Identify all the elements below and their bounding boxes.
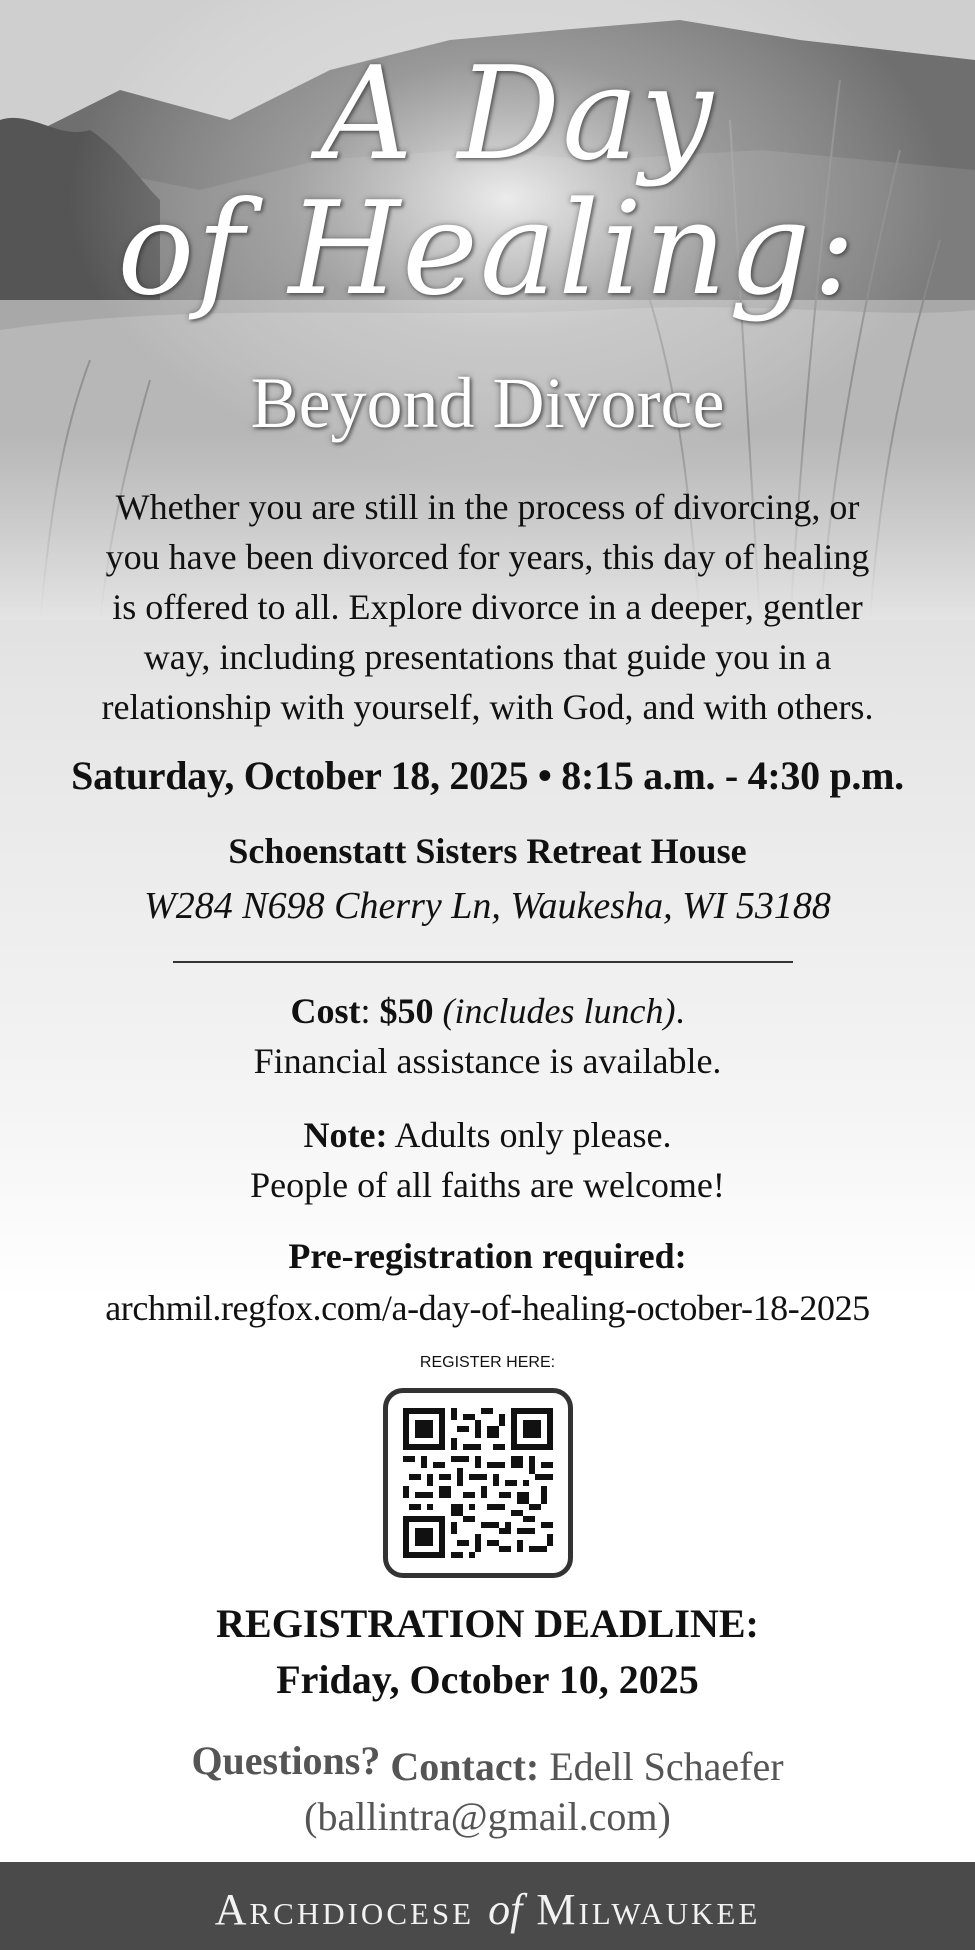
- footer-bar: [0, 1862, 975, 1950]
- footer-of: of: [488, 1885, 523, 1934]
- qr-code-frame[interactable]: [383, 1388, 573, 1578]
- venue-name: Schoenstatt Sisters Retreat House: [228, 831, 747, 871]
- registration-url[interactable]: archmil.regfox.com/a-day-of-healing-october-18-2025: [105, 1288, 870, 1328]
- cost-label: Cost: [290, 991, 361, 1031]
- footer-part-1: Archdiocese: [214, 1885, 489, 1934]
- cost-amount: $50: [379, 991, 434, 1031]
- note-line: [0, 1110, 975, 1160]
- note-text: Adults only please.: [387, 1115, 672, 1155]
- contact-block: [0, 1738, 975, 1842]
- intro-line: is offered to all. Explore divorce in a deeper, gentler: [112, 587, 863, 627]
- deadline-block: [0, 1596, 975, 1708]
- contact-name: Edell Schaefer: [539, 1744, 784, 1789]
- faiths-welcome: People of all faiths are welcome!: [250, 1165, 725, 1205]
- intro-line: you have been divorced for years, this day of healing: [105, 537, 870, 577]
- intro-line: relationship with yourself, with God, and with others.: [101, 687, 874, 727]
- deadline-label: REGISTRATION DEADLINE:: [216, 1601, 759, 1646]
- qr-code-icon[interactable]: [403, 1408, 553, 1558]
- contact-email[interactable]: (ballintra@gmail.com): [304, 1794, 671, 1839]
- venue-address: W284 N698 Cherry Ln, Waukesha, WI 53188: [144, 885, 831, 927]
- cost-period: .: [675, 991, 685, 1031]
- contact-label: Contact:: [390, 1744, 540, 1789]
- deadline-date: Friday, October 10, 2025: [276, 1657, 699, 1702]
- cost-block: [0, 986, 975, 1086]
- contact-line: [0, 1738, 975, 1792]
- cost-colon: :: [360, 991, 380, 1031]
- cost-line: [0, 986, 975, 1036]
- note-block: [0, 1110, 975, 1210]
- title-line-1: A Day: [320, 40, 715, 189]
- subtitle: Beyond Divorce: [250, 363, 725, 443]
- questions-label: Questions?: [191, 1738, 381, 1783]
- footer-part-2: Milwaukee: [522, 1885, 761, 1934]
- prereg-block: [0, 1230, 975, 1334]
- divider: [173, 961, 793, 963]
- register-here-label: REGISTER HERE:: [419, 1354, 556, 1371]
- event-date-time: Saturday, October 18, 2025 • 8:15 a.m. - 4:30 p.m.: [71, 753, 904, 798]
- intro-paragraph: [30, 482, 945, 732]
- title-line-2: of Healing:: [117, 175, 858, 324]
- footer-org-name: [0, 1884, 975, 1935]
- intro-line: way, including presentations that guide you in a: [143, 637, 832, 677]
- cost-note: (includes lunch): [442, 991, 676, 1031]
- intro-line: Whether you are still in the process of divorcing, or: [115, 487, 860, 527]
- prereg-label: Pre-registration required:: [288, 1236, 687, 1276]
- note-label: Note:: [303, 1115, 388, 1155]
- financial-assistance: Financial assistance is available.: [253, 1041, 722, 1081]
